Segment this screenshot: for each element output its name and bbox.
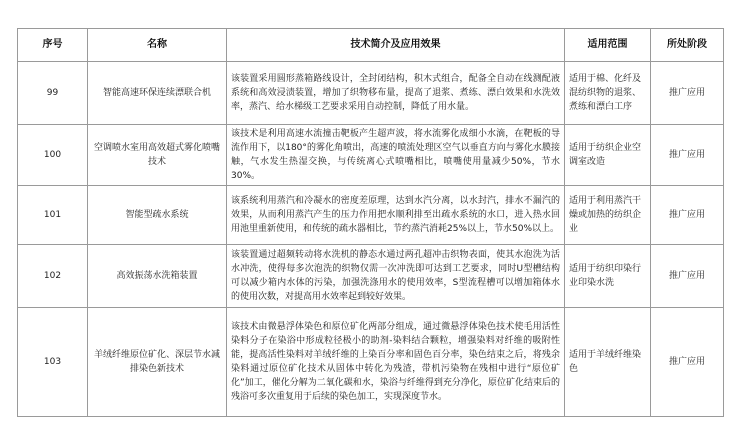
technology-name: 羊绒纤维原位矿化、深层节水减排染色新技术 bbox=[88, 308, 227, 417]
table-row bbox=[18, 308, 724, 417]
table-row bbox=[18, 186, 724, 245]
row-number: 101 bbox=[18, 186, 88, 245]
development-stage: 推广应用 bbox=[651, 125, 724, 186]
header-description: 技术简介及应用效果 bbox=[227, 29, 565, 62]
technology-description: 该装置采用圆形蒸箱路线设计，全封闭结构，积木式组合，配备全自动在线测配液系统和高效浸渍装置，增加了织物移布量，提高了退浆、煮练、漂白效果和水洗效率，蒸汽、给水梯级工艺要求采用自动控制，降低了用水量。 bbox=[227, 62, 565, 125]
technology-name: 空调喷水室用高效超式雾化喷嘴技术 bbox=[88, 125, 227, 186]
applicable-scope: 适用于利用蒸汽干燥或加热的纺织企业 bbox=[565, 186, 651, 245]
table-header-row bbox=[18, 29, 724, 62]
technology-name: 智能高速环保连续漂联合机 bbox=[88, 62, 227, 125]
row-number: 99 bbox=[18, 62, 88, 125]
technology-name: 高效振荡水洗箱装置 bbox=[88, 245, 227, 308]
table-row bbox=[18, 62, 724, 125]
header-stage: 所处阶段 bbox=[651, 29, 724, 62]
development-stage: 推广应用 bbox=[651, 186, 724, 245]
applicable-scope: 适用于棉、化纤及混纺织物的退浆、煮练和漂白工序 bbox=[565, 62, 651, 125]
development-stage: 推广应用 bbox=[651, 308, 724, 417]
table-row bbox=[18, 125, 724, 186]
row-number: 103 bbox=[18, 308, 88, 417]
technology-description: 该装置通过超频转动将水洗机的静态水通过两孔超冲击织物表面，使其水泡洗为活水冲洗，使得每多次泡洗的织物仅需一次冲洗即可达到工艺要求，同时U型槽结构可以减少箱内水体的污染，加强洗涤用水的使用效率，S型流程槽可以增加箱体水的使用次数，对提高用水效率起到较好效果。 bbox=[227, 245, 565, 308]
development-stage: 推广应用 bbox=[651, 245, 724, 308]
applicable-scope: 适用于羊绒纤维染色 bbox=[565, 308, 651, 417]
technology-name: 智能型疏水系统 bbox=[88, 186, 227, 245]
row-number: 102 bbox=[18, 245, 88, 308]
technology-description: 该技术是利用高速水流撞击靶板产生超声波，将水流雾化成细小水滴，在靶板的导流作用下，以180°的雾化角喷出，高速的喷流处理区空气以垂直方向与雾化水膜接触，气水发生热湿交换，与传统离心式喷嘴相比，喷嘴使用量减少50%，节水30%。 bbox=[227, 125, 565, 186]
row-number: 100 bbox=[18, 125, 88, 186]
technology-description: 该系统利用蒸汽和冷凝水的密度差原理，达到水汽分离，以水封汽，排水不漏汽的效果，从而利用蒸汽产生的压力作用把水顺利排至出疏水系统的水口，进入热水回用池里重新使用，和传统的疏水器相比，节约蒸汽消耗25%以上，节水50%以上。 bbox=[227, 186, 565, 245]
table-row bbox=[18, 245, 724, 308]
technology-table bbox=[17, 28, 724, 417]
technology-description: 该技术由微悬浮体染色和原位矿化两部分组成，通过微悬浮体染色技术使毛用活性染料分子在染浴中形成粒径极小的助剂-染料结合颗粒，增强染料对纤维的吸附性能，提高活性染料对羊绒纤维的上染百分率和固色百分率，染色结束之后，将残余染料通过原位矿化技术从固体中转化为残渣，带机污染物在残相中进行“原位矿化”加工，催化分解为二氧化碳和水，染浴与纤维得到充分净化，原位矿化结束后的残浴可多次重复用于后续的染色加工，实现深度节水。 bbox=[227, 308, 565, 417]
header-name: 名称 bbox=[88, 29, 227, 62]
applicable-scope: 适用于纺织企业空调室改造 bbox=[565, 125, 651, 186]
header-scope: 适用范围 bbox=[565, 29, 651, 62]
development-stage: 推广应用 bbox=[651, 62, 724, 125]
header-no: 序号 bbox=[18, 29, 88, 62]
applicable-scope: 适用于纺织印染行业印染水洗 bbox=[565, 245, 651, 308]
